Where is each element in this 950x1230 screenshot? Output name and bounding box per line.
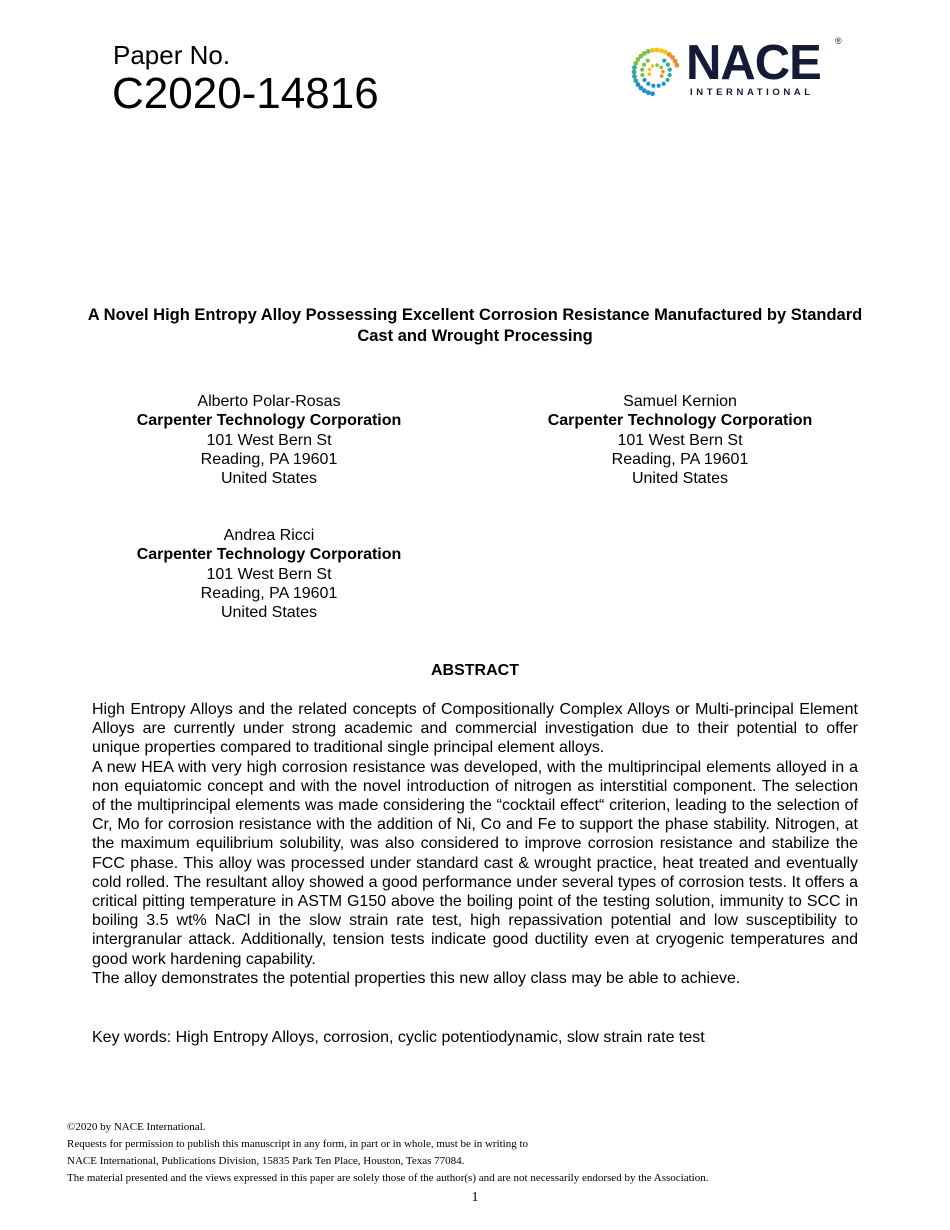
logo-dot (648, 72, 652, 76)
logo-dot (666, 63, 670, 67)
logo-dot (662, 82, 666, 86)
logo-dot (662, 59, 666, 63)
logo-dot (651, 84, 655, 88)
registered-mark: ® (835, 36, 842, 46)
logo-dot (661, 70, 665, 74)
logo-dot (655, 63, 659, 67)
logo-dot (668, 68, 672, 72)
logo-dot (648, 68, 652, 72)
author-block (530, 392, 830, 488)
logo-dot (655, 48, 660, 53)
page-number: 1 (471, 1190, 479, 1205)
author-organization: Carpenter Technology Corporation (136, 546, 402, 564)
nace-logo (624, 36, 846, 102)
logo-dot (675, 63, 680, 68)
logo-dot (650, 91, 655, 96)
author-city: Reading, PA 19601 (611, 450, 749, 468)
logo-dot (659, 66, 663, 70)
author-block (119, 392, 419, 488)
logo-dot (632, 74, 637, 79)
author-name: Alberto Polar-Rosas (197, 393, 341, 410)
author-name: Andrea Ricci (223, 527, 315, 544)
author-name: Samuel Kernion (623, 393, 737, 410)
author-country: United States (631, 470, 729, 488)
abstract-paragraph: A new HEA with very high corrosion resistance was developed, with the multiprincipal elements alloyed in a non equiatomic concept and with the novel introduction of nitrogen as interstitial component. The selection of the multiprincipal elements was made considering the “cocktail effect“ criterion, leading to the selection of Cr, Mo for corrosion resistance with the addition of Ni, Co and Fe to support the phase stability. Nitrogen, at the maximum equilibrium solubility, was also considered to improve corrosion resistance and stabilize the FCC phase. This alloy was processed under standard cast & wrought practice, heat treated and eventually cold rolled. The resultant alloy showed a good performance under several types of corrosion tests. It offers a critical pitting temperature in ASTM G150 above the boiling point of the testing solution, immunity to SCC in boiling 3.5 wt% NaCl in the slow strain rate test, high repassivation potential and low susceptibility to intergranular attack. Additionally, tension tests indicate good ductility even at cryogenic temperatures and good work hardening capability. (92, 758, 858, 968)
logo-dot (650, 48, 655, 53)
logo-dot (633, 78, 638, 83)
author-street: 101 West Bern St (206, 565, 332, 583)
author-country: United States (220, 604, 318, 622)
logo-dot (642, 63, 646, 67)
nace-dot-swirl-icon (624, 42, 686, 100)
footer-line: The material presented and the views expressed in this paper are solely those of the author(s) and are not necessarily endorsed by the Association. (67, 1172, 709, 1184)
logo-dot (651, 64, 655, 68)
author-city: Reading, PA 19601 (200, 584, 338, 602)
logo-dot (665, 78, 669, 82)
logo-dot (640, 68, 644, 72)
logo-dot (632, 65, 637, 70)
author-street: 101 West Bern St (206, 431, 332, 449)
abstract-body (92, 700, 858, 988)
logo-dot (660, 74, 664, 78)
logo-dot (646, 49, 651, 54)
footer-line: NACE International, Publications Division, 15835 Park Ten Place, Houston, Texas 77084. (67, 1155, 465, 1167)
logo-dot (642, 78, 646, 82)
logo-dot (640, 73, 644, 77)
logo-dot (659, 48, 664, 53)
copyright-footer (67, 1119, 708, 1187)
abstract-paragraph: High Entropy Alloys and the related concepts of Compositionally Complex Alloys or Multi-principal Element Alloys are currently under strong academic and commercial investigation due to their potential to offer unique properties compared to traditional single principal element alloys. (92, 701, 858, 757)
logo-dot (632, 70, 637, 75)
logo-dot (646, 59, 650, 63)
author-organization: Carpenter Technology Corporation (547, 412, 813, 430)
logo-dot (657, 84, 661, 88)
footer-line: ©2020 by NACE International. (67, 1121, 206, 1133)
keywords: Key words: High Entropy Alloys, corrosion, cyclic potentiodynamic, slow strain rate test (92, 1029, 705, 1046)
paper-number-label: Paper No. (113, 40, 231, 70)
author-country: United States (220, 470, 318, 488)
footer-line: Requests for permission to publish this manuscript in any form, in part or in whole, must be in writing to (67, 1138, 529, 1150)
abstract-heading: ABSTRACT (431, 662, 519, 679)
logo-wordmark: NACE (686, 36, 821, 90)
author-street: 101 West Bern St (617, 431, 743, 449)
author-city: Reading, PA 19601 (200, 450, 338, 468)
paper-title: A Novel High Entropy Alloy Possessing Excellent Corrosion Resistance Manufactured by Standard Cast and Wrought Processing (87, 306, 863, 345)
author-organization: Carpenter Technology Corporation (136, 412, 402, 430)
abstract-paragraph: The alloy demonstrates the potential properties this new alloy class may be able to achieve. (92, 969, 741, 987)
logo-subtitle: INTERNATIONAL (690, 87, 814, 98)
logo-dot (668, 73, 672, 77)
paper-number: C2020-14816 (112, 69, 379, 118)
logo-dot (646, 82, 650, 86)
author-block (119, 526, 419, 622)
